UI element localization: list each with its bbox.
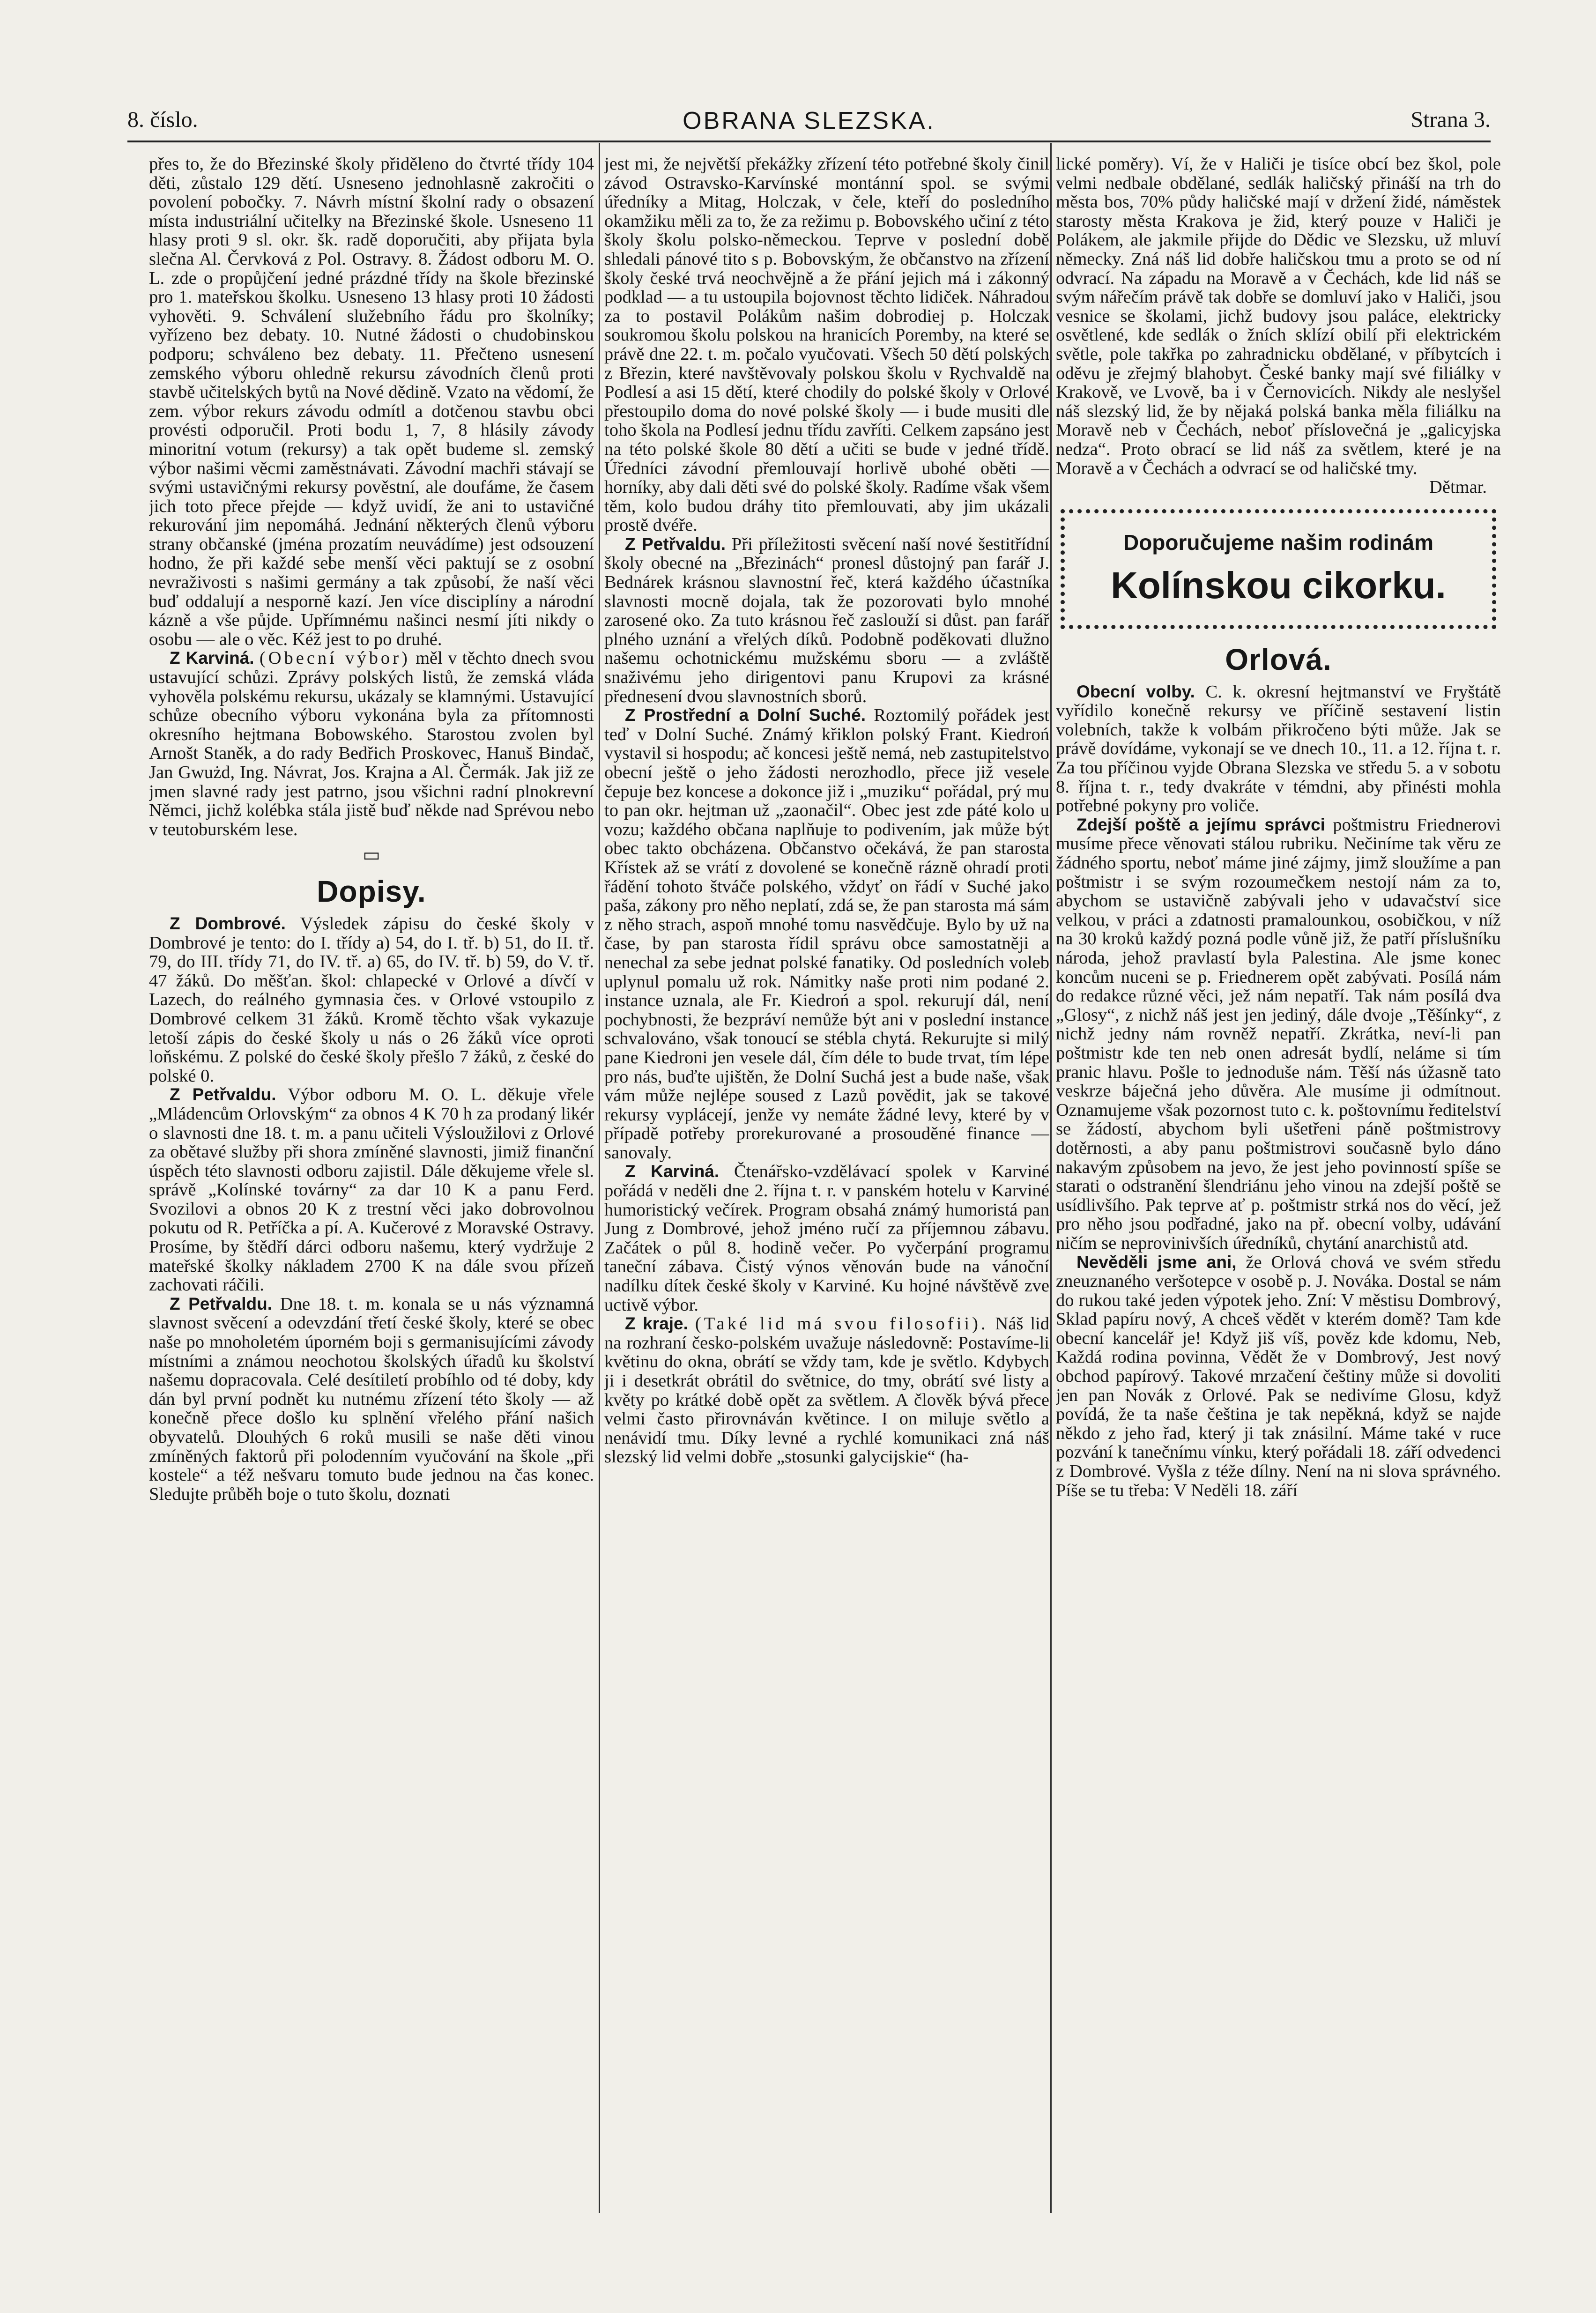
issue-number: 8. číslo. <box>127 107 198 132</box>
article-paragraph <box>149 1085 594 1295</box>
advertisement-box <box>1061 509 1496 629</box>
article-body: že Orlová chová ve svém středu zneuznaného veršotepce v osobě p. J. Nováka. Dostal se nám do rukou také jeden výpotek jeho. Zní: V městisu Dombrový, Sklad papíru nový, A chceš vědět v kterém domě? Tam kde obecní kancelář je! Když jiš víš, pověz kde kdomu, Neb, Každá rodina povinna, Vědět že v Dombrový, Jest nový obchod papírový. Takové mrzačení češtiny může si dovoliti jen pan Novák z Orlové. Pak se nedivíme Glosu, když povídá, že ta naše čeština je tak nepěkná, když se najde někdo z jeho řad, který ji tak znásilní. Máme také v ruce pozvání k tanečnímu vínku, který pořádali 18. září odvedenci z Dombrové. Vyšla z téže dílny. Není na ni slova správného. Píše se tu třeba: V Neděli 18. září <box>1056 1252 1501 1500</box>
article-lead: Obecní volby. <box>1076 682 1195 701</box>
article-paragraph <box>149 1295 594 1504</box>
article-body: Dne 18. t. m. konala se u nás významná slavnost svěcení a odevzdání třetí české školy, které se obec naše po mnoholetém úporném boji s germanisujícími závody místními a známou neochotou školských úřadů ku školství našemu dopracovala. Celé desítiletí probíhlo od té doby, kdy dán byl první podnět ku nutnému zřízení této školy — až konečně přece došlo ku splnění vřelého přání našich obyvatelů. Dlouhých 6 roků musili se naše děti vinou zmíněných faktorů při polodenním vyučování na škole „při kostele“ a též nešvaru tomuto bude jednou na čas konec. Sledujte průběh boje o tuto školu, doznati <box>149 1294 594 1504</box>
column-left <box>149 155 594 2216</box>
ad-product: Kolínskou cikorku. <box>1111 564 1446 606</box>
article-lead: Z Petřvaldu. <box>625 534 726 554</box>
article-lead: Z Prostřední a Dolní Suché. <box>625 705 866 725</box>
article-paragraph <box>604 1162 1049 1314</box>
article-lead: Z Dombrové. <box>170 913 286 933</box>
section-heading-orlova: Orlová. <box>1225 642 1332 676</box>
header-rule <box>127 141 1491 142</box>
article-paragraph <box>604 535 1049 706</box>
article-body: Roztomilý pořádek jest teď v Dolní Suché. Známý křiklon polský Frant. Kiedroń vystavil si hospodu; ač koncesi ještě nemá, neb zastupitelstvo obecní ještě o jeho žádosti nerozhodlo, přece již vesele čepuje bez koncese a dokonce již i „muziku“ pořádal, prý mu to pan okr. hejtman už „zaonačil“. Obec jest zde páté kolo u vozu; každého občana naplňuje to podivením, jak může být obec takto obcházena. Občanstvo očekává, že pan starosta Křístek až se vrátí z dovolené se konečně rázně ohradí proti řádění tohoto štváče polského, vždyť on řádí v Suché jako paša, zákony pro něho neplatí, zdá se, že pan starosta má sám z něho strach, aspoň mnohé tomu nasvědčuje. Bylo by už na čase, by pan starosta řídil správu obce samostatněji a nenechal za sebe jednat polské fanatiky. Od posledních voleb uplynul pomalu už rok. Námitky naše proti nim podané 2. instance uznala, ale Fr. Kiedroń a spol. rekurují dál, není pochybnosti, že bezpráví nemůže být ani v poslední instance schvalováno, však tonoucí se stébla chytá. Rekurujte si milý pane Kiedroni jen vesele dál, čím déle to bude trvat, tím lépe pro nás, buďte ujištěn, že Dolní Suchá jest a bude naše, však vám může nejlépe soused z Lazů povědit, jak se takové rekursy vyplácejí, jenže vy nemáte žádné levy, které by v případě potřeby prorekurované a prosouděné finance — sanovaly. <box>604 705 1049 1163</box>
article-paragraph <box>149 914 594 1085</box>
article-lead: Z Karviná. <box>170 648 254 668</box>
column-right <box>1056 155 1501 2216</box>
article-lead: Z kraje. <box>625 1314 688 1334</box>
spaced-text: (Také lid má svou filosofii). <box>695 1314 988 1334</box>
article-paragraph: lické poměry). Ví, že v Haliči je tisíce obcí bez škol, pole velmi nedbale obdělané, sedlák haličský přináší na trh do města bos, 70% půdy haličské mají v držení židé, náměstek starosty města Krakova je žid, který pouze v Haliči je Polákem, ale jakmile přijde do Dědic ve Slezsku, už mluví německy. Zná náš lid dobře haličskou tmu a proto se od ní odvrací. Na západu na Moravě a v Čechách, kde lid náš se svým nářečím právě tak dobře se domluví jako v Haliči, jsou vesnice se školami, jichž budovy jsou paláce, elektricky osvětlené, kde sedlák o žních sklízí obilí při elektrickém světle, pole takřka po zahradnicku obdělané, v příbytcích i oděvu je zřejmý blahobyt. České banky mají své filiálky v Krakově, ve Lvově, ba i v Černovicích. Nikdy ale neslyšel náš slezský lid, že by nějaká polská banka měla filiálku na Moravě neb v Čechách, neboť příslovečná je „galicyjska nedza“. Proto obrací se lid náš za světlem, které je na Moravě a v Čechách a odvrací se od haličské tmy. <box>1056 155 1501 478</box>
article-body: Výsledek zápisu do české školy v Dombrové je tento: do I. třídy a) 54, do I. tř. b) 51, do II. tř. 79, do III. třídy 71, do IV. tř. a) 65, do IV. tř. b) 59, do V. tř. 47 žáků. Do měšťan. škol: chlapecké v Orlové a dívčí v Lazech, do reálného gymnasia čes. v Orlové vstoupilo z Dombrové celkem 31 žáků. Kromě těchto však vykazuje letoší zápis do české školy u nás o 26 žáků více oproti loňskému. Z polské do české školy přešlo 7 žáků, z české do polské 0. <box>149 913 594 1086</box>
article-body: C. k. okresní hejtmanství ve Fryštátě vyřídilo konečně rekursy ve příčině sestavení listin volebních, takže k volbám přikročeno býti může. Jak se právě dovídáme, vykonají se ve dnech 10., 11. a 12. října t. r. Za tou příčinou vyjde Obrana Slezska ve středu 5. a v sobotu 8. října t. r., tedy dvakráte v témdni, aby přinésti mohla potřebné pokyny pro voliče. <box>1056 682 1501 816</box>
section-separator: ▭ <box>363 844 380 866</box>
article-paragraph <box>1056 815 1501 1253</box>
article-lead: Z Petřvaldu. <box>170 1294 272 1313</box>
article-lead: Z Karviná. <box>625 1162 720 1181</box>
article-body: Při příležitosti svěcení naší nové šestitřídní školy obecné na „Březinách“ pronesl důstojný pan farář J. Bednárek krásnou slavnostní řeč, která každého účastníka slavnosti mocně dojala, tak že pozorovati bylo mnohé zarosené oko. Za tuto krásnou řeč zaslouží si důst. pan farář plného uznání a vřelých díků. Podobně poděkovati dlužno našemu ochotnickému mužskému sboru — a zvláště snaživému jeho dirigentovi panu Krupovi za krásné přednesení dvou slavnostních sborů. <box>604 534 1049 706</box>
author-signature: Dětmar. <box>1429 477 1487 497</box>
article-paragraph <box>1056 1253 1501 1500</box>
article-body: Výbor odboru M. O. L. děkuje vřele „Mládencům Orlovským“ za obnos 4 K 70 h za prodaný likér o slavnosti dne 18. t. m. a panu učiteli Výsloužilovi z Orlové za obětavé služby při shora zmíněné slavnosti, jimiž finanční úspěch této slavnosti odboru zajistil. Dále děkujeme vřele sl. správě „Kolínské továrny“ za dar 10 K a panu Ferd. Svozilovi a obnos 20 K z trestní věci jako dobrovolnou pokutu od R. Petříčka a pí. A. Kučerové z Moravské Ostravy. Prosíme, by štědří dárci odboru našemu, který vydržuje 2 mateřské školky nákladem 2700 K na dále svou přízeň zachovati ráčili. <box>149 1085 594 1295</box>
page-number: Strana 3. <box>1410 107 1491 132</box>
article-paragraph <box>1056 682 1501 815</box>
column-middle <box>604 155 1049 2216</box>
article-paragraph: jest mi, že největší překážky zřízení této potřebné školy činil závod Ostravsko-Karvínské montánní spol. se svými úředníky a Mitag, Holczak, v čele, kteří do posledního okamžiku měli za to, že za režimu p. Bobovského učiní z této školy školu polsko-německou. Teprve v poslední době shledali pánové tito s p. Bobovským, že občanstvo na zřízení školy české trvá neochvějně a že přání jejich má i zákonný podklad — a tu ustoupila bojovnost těchto lidiček. Náhradou za to postavil Polákům našim dobrodiej p. Holczak soukromou školu polskou na hranicích Poremby, na které se právě dne 22. t. m. počalo vyučovati. Všech 50 dětí polských z Březin, které navštěvovaly polskou školu v Rychvaldě na Podlesí a asi 15 dětí, které chodily do polské školy v Orlové přestoupilo doma do nové polské školy — i bude musiti dle toho škola na Podlesí jednu třídu zavříti. Celkem zapsáno jest na této polské škole 80 dětí a učiti se bude v jedné třídě. Úředníci závodní přemlouvají horlivě ubohé oběti — horníky, aby dali děti své do polské školy. Radíme však všem těm, kolo budou dráhy tito přemlouvati, aby jim ukázali prostě dvéře. <box>604 155 1049 535</box>
article-paragraph <box>149 649 594 839</box>
spaced-text: (Obecní výbor) <box>259 648 410 668</box>
article-lead: Zdejší poště a jejímu správci <box>1076 815 1325 834</box>
article-paragraph: přes to, že do Březinské školy přiděleno do čtvrté třídy 104 děti, zůstalo 129 dětí. Usneseno jednohlasně zakročiti o povolení pobočky. 7. Návrh místní školní rady o obsazení místa industriální učitelky na Březinské škole. Usneseno 11 hlasy proti 9 sl. okr. šk. radě doporučiti, aby přijata byla slečna Al. Červková z Pol. Ostravy. 8. Žádost odboru M. O. L. zde o propůjčení jedné prázdné třídy na škole březinské pro 1. mateřskou školku. Usneseno 13 hlasy proti 10 žádosti vyhověti. 9. Schválení služebního řádu pro školníky; vyřízeno bez debaty. 10. Nutné žádosti o chudobinskou podporu; schváleno bez debaty. 11. Přečteno usnesení zemského výboru ohledně rekursu závodních členů proti stavbě učitelských bytů na Nové dědině. Vzato na vědomí, že zem. výbor rekurs závodu odmítl a dotčenou stavbu obci provésti odporučil. Proti bodu 1, 7, 8 hlásily závody minoritní votum (rekursy) a tak opět budeme sl. zemský výbor našimi věcmi zaměstnávati. Závodní machři stávají se svými ustavičnými rekursy pověstní, ale doufáme, že časem jich toto přece přejde — když uvidí, že ani to ustavičné rekurování jim nepomáhá. Jednání některých členů výboru strany občanské (jména prozatím neuvádíme) jest odsouzení hodno, že při každé sebe menší věci paktují se z osobní nevraživosti s našimi germány a tak způsobí, že naší věci buď oddalují a nesporně kazí. Jen více disciplíny a národní kázně a vše půjde. Upřímnému našinci nesmí jíti nikdy o osobu — ale o věc. Kéž jest to po druhé. <box>149 155 594 649</box>
section-heading-dopisy: Dopisy. <box>317 874 426 908</box>
article-lead: Z Petřvaldu. <box>170 1085 276 1105</box>
article-paragraph <box>604 1314 1049 1467</box>
ad-tagline: Doporučujeme našim rodinám <box>1123 530 1433 555</box>
column-divider <box>1050 143 1052 2213</box>
article-body: Čtenářsko-vzdělávací spolek v Karviné pořádá v neděli dne 2. října t. r. v panském hotelu v Karviné humoristický večírek. Program obsahá známý humoristá pan Jung z Dombrové, jehož jméno ručí za příjemnou zábavu. Začátek o půl 8. hodině večer. Po vyčerpání programu taneční zábava. Čistý výnos věnován bude na vánoční nadílku dítek české školy v Karviné. Ku hojné návštěvě zve uctivě výbor. <box>604 1162 1049 1315</box>
article-lead: Nevěděli jsme ani, <box>1076 1252 1237 1272</box>
article-body: Náš lid na rozhraní česko-polském uvažuje následovně: Postavíme-li květinu do okna, obrátí se vždy tam, kde je světlo. Kdybych ji i desetkrát obrátil do světnice, do tmy, obrátí své listy a květy po krátké době opět za světlem. A člověk bývá přece velmi často přirovnáván květince. I on miluje světlo a nenávidí tmu. Díky levné a rychlé komunikaci zná náš slezský lid velmi dobře „stosunki galycijskie“ (ha- <box>604 1314 1049 1467</box>
article-paragraph <box>604 706 1049 1162</box>
column-divider <box>599 143 600 2213</box>
article-body: měl v těchto dnech svou ustavující schůzi. Zprávy polských listů, že zemská vláda vyhověla polskému rekursu, ukázaly se klamnými. Ustavující schůze obecního výboru vykonána byla za přítomnosti okresního hejtmana Bobowského. Starostou zvolen byl Arnošt Staněk, a do rady Bedřich Proskovec, Hanuš Bindač, Jan Gwużd, Ing. Návrat, Jos. Krajna a Al. Čermák. Jak již ze jmen slavné rady jest patrno, jsou všichni radní plnokrevní Němci, jichž kolébka stála jistě buď někde nad Sprévou nebo v teutoburském lese. <box>149 648 594 839</box>
newspaper-title: OBRANA SLEZSKA. <box>683 107 935 134</box>
article-body: poštmistru Friednerovi musíme přece věnovati stálou rubriku. Nečiníme tak věru ze žádného sportu, neboť máme jiné zájmy, jimž sloužíme a pan poštmistr i se svým rozoumečkem nestojí nám za to, abychom se ustavičně zabývali jeho v udavačství sice velkou, v práci a zdatnosti pramalounkou, osobičkou, v níž na 30 kroků každý pozná podle vůně již, že patří příslušníku národa, jehož pravlastí byla Palestina. Ale jsme konec koncům nuceni se p. Friednerem opět zabývati. Posílá nám do redakce různé věci, jež nám nepatří. Tak nám posílá dva „Glosy“, z nichž náš jest jen jediný, dále dvoje „Těšínky“, z nichž jedny nám rovněž nepatří. Zkrátka, neví-li pan poštmistr kde ten neb onen adresát bydlí, neláme si tím pranic hlavu. Pošle to jednoduše nám. Těší nás úžasně tato veskrze báječná jeho důvěra. Ale musíme ji odmítnout. Oznamujeme však pozornost tuto c. k. poštovnímu ředitelství se žádostí, abychom byli ušetřeni páně poštmistrovy dotěrnosti, a aby panu poštmistrovi současně bylo dáno nakavým způsobem na jevo, že jest jeho povinností spíše se starati o odstranění šlendriánu jeho vinou na zdejší poště se usídlivšího. Pak teprve ať p. poštmistr strká nos do věcí, jež pro něho jsou podřadné, jako na př. obecní volby, udávání ničím se neprovinivších úředníků, chytání anarchistů atd. <box>1056 815 1501 1253</box>
page-header <box>127 107 1491 140</box>
